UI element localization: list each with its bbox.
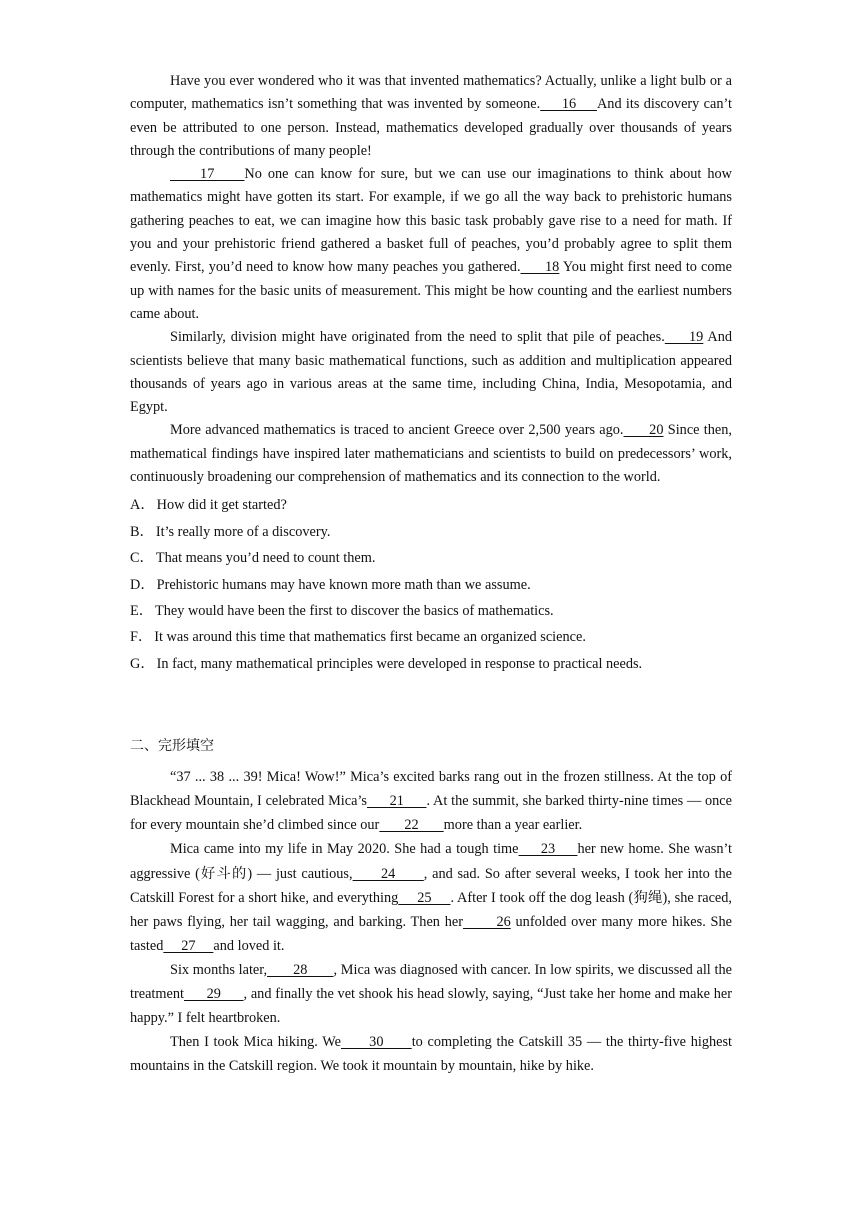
answer-blank: 29 bbox=[183, 986, 244, 1003]
answer-blank: 24 bbox=[352, 865, 424, 882]
option-letter: A． bbox=[130, 497, 155, 514]
option-item bbox=[130, 519, 732, 545]
answer-blank: 28 bbox=[267, 961, 334, 978]
text-run: , and sad. So after several weeks, I took her into the Catskill Forest for a short hike, and everything bbox=[130, 865, 732, 906]
option-text: They would have been the first to discover the basics of mathematics. bbox=[155, 602, 554, 619]
option-letter: C． bbox=[130, 550, 154, 567]
answer-blank: 19 bbox=[664, 329, 704, 346]
text-run: , and finally the vet shook his head slowly, saying, “Just take her home and make her happy.” I felt heartbroken. bbox=[130, 986, 733, 1027]
option-item bbox=[130, 572, 732, 598]
option-text: It was around this time that mathematics first became an organized science. bbox=[154, 629, 586, 646]
text-run: More advanced mathematics is traced to ancient Greece over 2,500 years ago. bbox=[170, 422, 624, 439]
text-run: Six months later, bbox=[170, 961, 268, 978]
text-run: Similarly, division might have originated from the need to split that pile of peaches. bbox=[170, 329, 665, 346]
text-run: “37 ... 38 ... 39! Mica! Wow!” Mica’s excited barks rang out in the frozen stillness. At the top of Blackhead Mountain, I celebrated Mica’s bbox=[130, 769, 732, 810]
answer-blank: 20 bbox=[623, 422, 664, 439]
section-title: 二、完形填空 bbox=[130, 738, 214, 755]
text-run: , Mica was diagnosed with cancer. In low spirits, we discussed all the treatment bbox=[130, 961, 732, 1003]
option-item bbox=[130, 545, 732, 571]
paragraph bbox=[130, 837, 732, 957]
paragraph bbox=[130, 326, 732, 419]
text-run: . After I took off the dog leash (狗绳), she raced, her paws flying, her tail wagging, and barking. Then her bbox=[130, 889, 732, 930]
text-run: Have you ever wondered who it was that invented mathematics? Actually, unlike a light bulb or a computer, mathematics isn’t something that was invented by someone. bbox=[130, 73, 732, 113]
text-run: to completing the Catskill 35 — the thirty-five highest mountains in the Catskill region. We took it mountain by mountain, hike by hike. bbox=[130, 1034, 732, 1075]
option-item bbox=[130, 651, 732, 677]
answer-blank: 30 bbox=[340, 1034, 412, 1051]
text-run: You might first need to come up with names for the basic units of measurement. This might be how counting and the earliest numbers came about. bbox=[130, 259, 732, 322]
text-run: and loved it. bbox=[213, 937, 285, 954]
paragraph bbox=[130, 958, 732, 1030]
answer-blank: 18 bbox=[520, 259, 560, 276]
text-run: . At the summit, she barked thirty-nine times — once for every mountain she’d climbed since our bbox=[130, 793, 732, 834]
answer-blank: 17 bbox=[170, 166, 245, 183]
text-run: No one can know for sure, but we can use our imaginations to think about how mathematics might have gotten its start. For example, if we go all the way back to prehistoric humans gathering peaches to eat, we can imagine how this basic task probably gave rise to a need for math. If you and your prehistoric friend gathered a basket full of peaches, you’d probably agree to split them evenly. First, you’d need to know how many peaches you gathered. bbox=[130, 166, 732, 276]
option-item bbox=[130, 598, 732, 624]
option-item bbox=[130, 624, 732, 650]
text-run: more than a year earlier. bbox=[443, 817, 583, 834]
option-text: Prehistoric humans may have known more math than we assume. bbox=[156, 576, 531, 593]
option-letter: D． bbox=[130, 576, 155, 593]
paragraph bbox=[130, 419, 732, 489]
text-run: Then I took Mica hiking. We bbox=[170, 1034, 341, 1051]
option-text: That means you’d need to count them. bbox=[155, 550, 376, 567]
answer-options bbox=[130, 492, 732, 677]
option-letter: B． bbox=[130, 523, 154, 540]
text-run: her new home. She wasn’t aggressive (好斗的) — just cautious, bbox=[130, 841, 732, 882]
cloze-passage bbox=[130, 765, 732, 1078]
paragraph bbox=[130, 1030, 732, 1078]
text-run: Since then, mathematical findings have inspired later mathematicians and scientists to build on predecessors’ work, continuously broadening our comprehension of mathematics and its connection to the world. bbox=[130, 422, 732, 486]
answer-blank: 22 bbox=[379, 817, 444, 834]
document-content bbox=[130, 70, 732, 1078]
paragraph bbox=[130, 70, 732, 163]
paragraph bbox=[130, 163, 732, 326]
option-letter: G． bbox=[130, 655, 155, 672]
paragraph bbox=[130, 765, 732, 837]
reading-section bbox=[130, 70, 732, 677]
cloze-section bbox=[130, 735, 732, 1078]
answer-blank: 23 bbox=[518, 841, 578, 858]
answer-blank: 21 bbox=[366, 793, 427, 810]
option-text: In fact, many mathematical principles were developed in response to practical needs. bbox=[156, 655, 643, 672]
text-run: And its discovery can’t even be attributed to one person. Instead, mathematics developed gradually over thousands of years through the contributions of many people! bbox=[130, 96, 732, 159]
option-text: It’s really more of a discovery. bbox=[155, 523, 331, 540]
answer-blank: 27 bbox=[163, 937, 214, 954]
option-text: How did it get started? bbox=[156, 497, 287, 514]
reading-passage bbox=[130, 70, 732, 489]
answer-blank: 26 bbox=[462, 913, 511, 930]
option-letter: E． bbox=[130, 602, 154, 619]
text-run: Mica came into my life in May 2020. She had a tough time bbox=[170, 841, 519, 858]
text-run: And scientists believe that many basic mathematical functions, such as addition and multiplication appeared thousands of years ago in various areas at the same time, including China, India, Mesopotamia, and Egypt. bbox=[130, 329, 732, 416]
answer-blank: 16 bbox=[540, 96, 597, 113]
text-run: unfolded over many more hikes. She tasted bbox=[130, 913, 732, 954]
option-item bbox=[130, 492, 732, 518]
answer-blank: 25 bbox=[398, 889, 451, 906]
option-letter: F． bbox=[130, 629, 153, 646]
